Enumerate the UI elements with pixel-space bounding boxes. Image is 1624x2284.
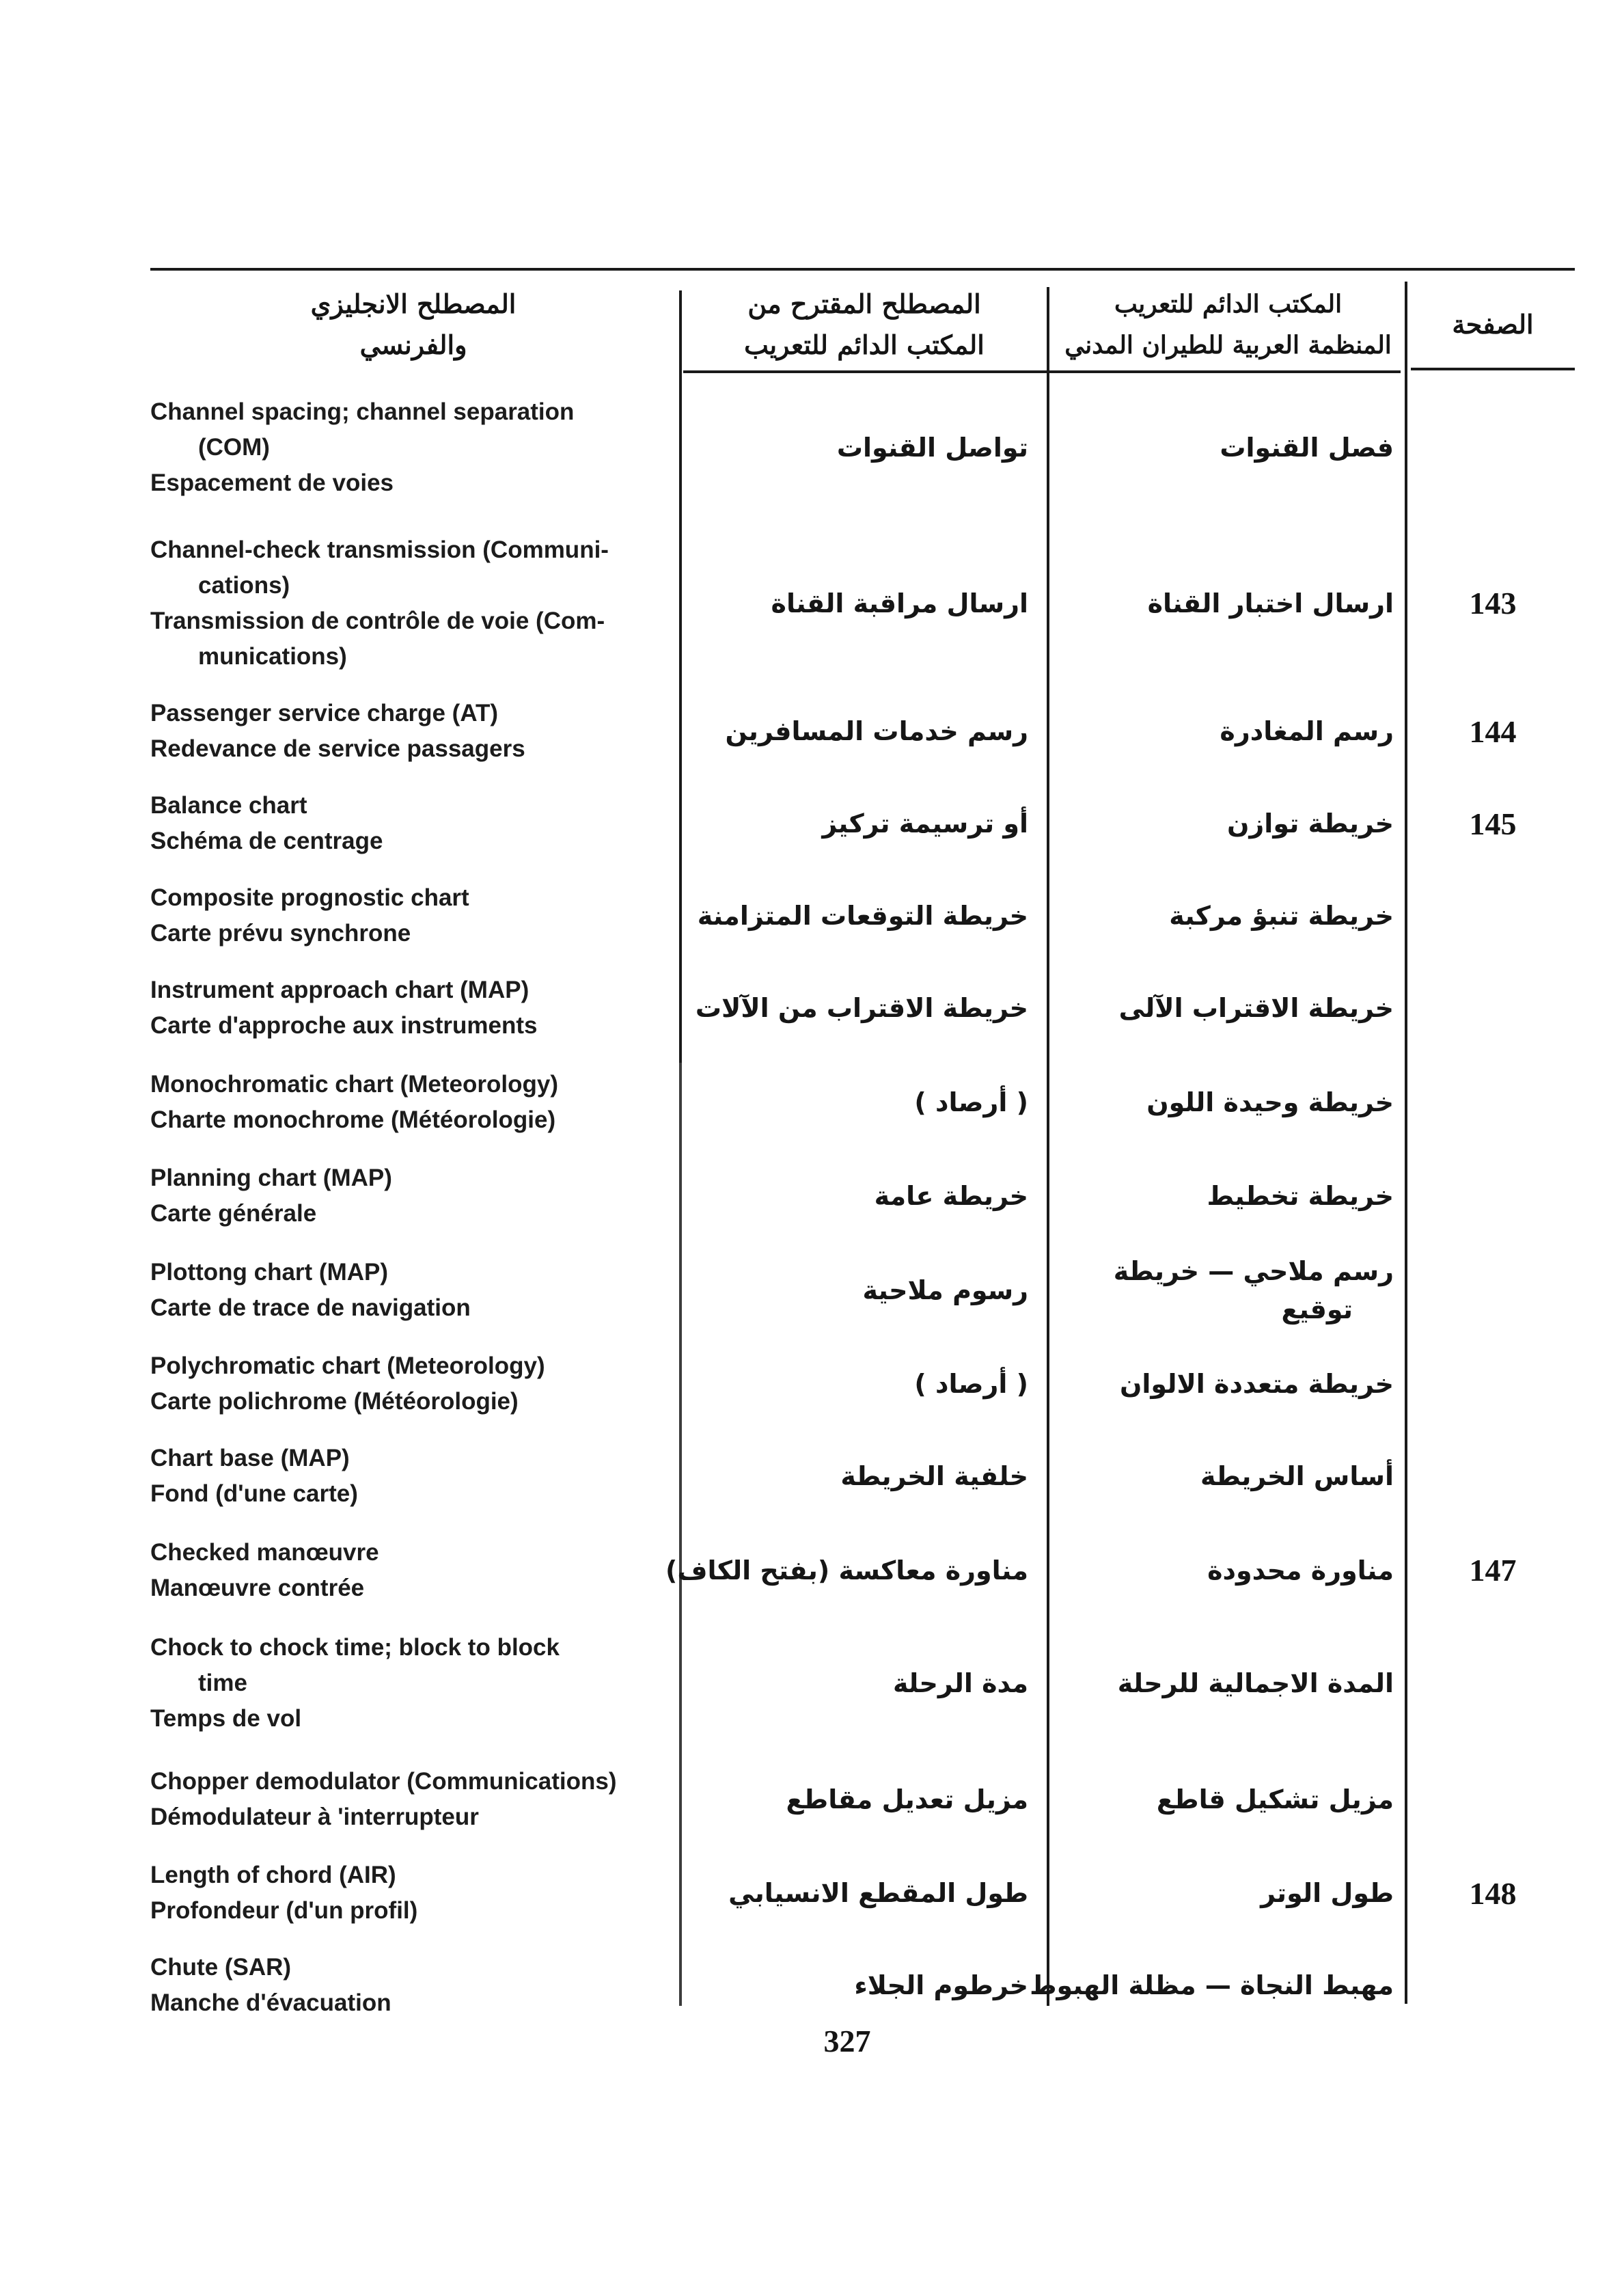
table-row (0, 1944, 1624, 2026)
page-reference (1411, 1343, 1575, 1425)
english-french-term (150, 390, 680, 506)
english-french-term-line: Chart base (MAP) (150, 1445, 350, 1471)
proposed-term (683, 1756, 1035, 1842)
english-french-term-line: Planning chart (MAP) (150, 1165, 392, 1191)
english-french-term-line: Channel spacing; channel separation (150, 398, 575, 425)
english-french-term-line: Channel-check transmission (Communi- (150, 536, 609, 563)
acao-term-line: طول الوتر (1261, 1878, 1394, 1908)
header-proposed-line-1: المصطلح المقترح من (747, 288, 981, 319)
page-reference: 144 (1469, 713, 1517, 749)
english-french-term-line: Redevance de service passagers (150, 735, 525, 762)
header-acao-line-2: المنظمة العربية للطيران المدني (1064, 331, 1392, 359)
acao-term-line: خريطة تخطيط (1207, 1181, 1394, 1211)
proposed-term-line: خريطة الاقتراب من الآلات (695, 993, 1028, 1023)
table-row (0, 1527, 1624, 1613)
page-reference (1411, 1247, 1575, 1333)
header-proposed-line-2: المكتب الدائم للتعريب (744, 329, 985, 360)
acao-term-line: خريطة تنبؤ مركبة (1169, 901, 1394, 931)
acao-term-line: أساس الخريطة (1200, 1461, 1394, 1491)
proposed-term-line: ( أرصاد ) (914, 1087, 1028, 1117)
english-french-term-line: Manœuvre contrée (150, 1574, 365, 1601)
english-french-term (150, 1247, 680, 1333)
english-french-term-line: Composite prognostic chart (150, 884, 469, 911)
acao-term-line: رسم ملاحي — خريطة (1113, 1255, 1394, 1286)
english-french-term-line: Transmission de contrôle de voie (Com- (150, 607, 605, 634)
english-french-term (150, 1852, 680, 1934)
proposed-term (683, 1944, 1035, 2026)
acao-term-line: ارسال اختبار القناة (1147, 588, 1394, 618)
proposed-term (683, 1247, 1035, 1333)
proposed-term-line: رسم خدمات المسافرين (725, 716, 1028, 746)
acao-term-line: فصل القنوات (1220, 433, 1394, 463)
acao-term-line: مزيل تشكيل قاطع (1156, 1784, 1394, 1814)
page-reference: 145 (1469, 806, 1517, 841)
english-french-term-line: Carte de trace de navigation (150, 1294, 471, 1321)
english-french-term-line: Carte prévu synchrone (150, 920, 411, 947)
english-french-term (150, 1059, 680, 1145)
proposed-term-line: خريطة عامة (874, 1181, 1028, 1211)
acao-term-line: خريطة وحيدة اللون (1146, 1087, 1394, 1117)
english-french-term-line: Checked manœuvre (150, 1538, 379, 1566)
acao-term (1056, 1343, 1401, 1425)
english-french-term-line: Manche d'évacuation (150, 1989, 391, 2016)
table-row (0, 390, 1624, 506)
acao-term (1056, 875, 1401, 957)
english-french-term-line: Chopper demodulator (Communications) (150, 1767, 617, 1795)
proposed-term (683, 526, 1035, 680)
english-french-term (150, 1435, 680, 1517)
page-reference (1411, 1623, 1575, 1743)
table-row (0, 1435, 1624, 1517)
acao-term (1030, 1944, 1401, 2026)
header-proposed-term (683, 273, 1045, 376)
page-reference (1411, 1435, 1575, 1517)
english-french-term-line: Fond (d'une carte) (150, 1480, 358, 1507)
table-row (0, 1247, 1624, 1333)
english-french-term (150, 1623, 680, 1743)
acao-term-line: مناورة محدودة (1207, 1555, 1394, 1586)
english-french-term-line: Démodulateur à 'interrupteur (150, 1803, 479, 1830)
proposed-term (683, 967, 1035, 1049)
english-french-term-line: Carte générale (150, 1200, 317, 1227)
header-top-rule (150, 268, 1575, 271)
acao-term (1056, 1527, 1401, 1613)
acao-term-line: خريطة توازن (1226, 808, 1394, 839)
english-french-term-line: Chute (SAR) (150, 1954, 292, 1981)
acao-term-line: توقيع (1281, 1294, 1353, 1324)
proposed-term (683, 875, 1035, 957)
table-row (0, 1623, 1624, 1743)
table-row (0, 1155, 1624, 1237)
header-acao-line-1: المكتب الدائم للتعريب (1114, 290, 1343, 318)
proposed-term-line: مدة الرحلة (892, 1668, 1028, 1698)
english-french-term-line: cations) (198, 571, 290, 599)
table-row (0, 967, 1624, 1049)
english-french-term-line: Temps de vol (150, 1704, 302, 1732)
proposed-term-line: طول المقطع الانسيابي (728, 1878, 1028, 1908)
english-french-term (150, 690, 680, 772)
table-row (0, 1852, 1624, 1934)
acao-term (1056, 1623, 1401, 1743)
proposed-term (683, 783, 1035, 865)
acao-term (1056, 1756, 1401, 1842)
acao-term (1056, 967, 1401, 1049)
english-french-term (150, 1756, 680, 1842)
acao-term (1056, 1155, 1401, 1237)
english-french-term-line: (COM) (198, 434, 270, 461)
proposed-term-line: خريطة التوقعات المتزامنة (697, 901, 1028, 931)
table-row (0, 1756, 1624, 1842)
english-french-term (150, 1155, 680, 1237)
proposed-term-line: خلفية الخريطة (840, 1461, 1028, 1491)
english-french-term-line: Monochromatic chart (Meteorology) (150, 1070, 558, 1098)
acao-term (1056, 390, 1401, 506)
proposed-term (683, 1623, 1035, 1743)
header-english-french-line-2: والفرنسي (359, 329, 467, 360)
page-reference (1411, 1059, 1575, 1145)
english-french-term-line: Chock to chock time; block to block (150, 1633, 560, 1661)
acao-term-line: خريطة الاقتراب الآلى (1118, 993, 1394, 1023)
page-reference (1411, 1756, 1575, 1842)
proposed-term (683, 1059, 1035, 1145)
acao-term (1056, 690, 1401, 772)
page-reference: 143 (1469, 586, 1517, 621)
page-reference: 147 (1469, 1553, 1517, 1588)
english-french-term-line: Schéma de centrage (150, 828, 383, 854)
proposed-term-line: أو ترسيمة تركيز (822, 808, 1028, 839)
english-french-term-line: Espacement de voies (150, 470, 394, 496)
acao-term (1056, 1852, 1401, 1934)
english-french-term-line: Carte d'approche aux instruments (150, 1012, 538, 1039)
english-french-term-line: Balance chart (150, 792, 307, 819)
page-reference: 148 (1469, 1875, 1517, 1911)
table-row (0, 1059, 1624, 1145)
acao-term-line: خريطة متعددة الالوان (1119, 1369, 1394, 1399)
header-acao-term (1052, 273, 1404, 376)
english-french-term (150, 526, 680, 680)
acao-term (1056, 1059, 1401, 1145)
page-reference (1411, 1944, 1575, 2026)
english-french-term-line: Length of chord (AIR) (150, 1862, 396, 1888)
table-row (0, 875, 1624, 957)
table-row (0, 1343, 1624, 1425)
english-french-term (150, 875, 680, 957)
proposed-term (683, 1343, 1035, 1425)
proposed-term-line: ( أرصاد ) (914, 1369, 1028, 1399)
proposed-term (683, 690, 1035, 772)
proposed-term (683, 1852, 1035, 1934)
english-french-term (150, 1944, 680, 2026)
proposed-term-line: خرطوم الجلاء (854, 1970, 1028, 2000)
acao-term (1056, 526, 1401, 680)
proposed-term (683, 1435, 1035, 1517)
proposed-term-line: رسوم ملاحية (862, 1275, 1028, 1305)
english-french-term (150, 1343, 680, 1425)
english-french-term (150, 783, 680, 865)
english-french-term-line: Instrument approach chart (MAP) (150, 977, 529, 1003)
acao-term-line: مهبط النجاة — مظلة الهبوط (1030, 1970, 1394, 2000)
proposed-term-line: مزيل تعديل مقاطع (786, 1784, 1028, 1814)
table-row (0, 526, 1624, 680)
header-page (1411, 273, 1575, 376)
acao-term (1056, 1435, 1401, 1517)
proposed-term (683, 1155, 1035, 1237)
proposed-term-line: مناورة معاكسة (بفتح الكاف) (665, 1555, 1028, 1586)
proposed-term (683, 390, 1035, 506)
english-french-term-line: Profondeur (d'un profil) (150, 1897, 418, 1924)
page-number: 327 (823, 2024, 871, 2058)
table-row (0, 690, 1624, 772)
acao-term-line: المدة الاجمالية للرحلة (1117, 1668, 1394, 1698)
english-french-term-line: munications) (198, 642, 347, 670)
table-row (0, 783, 1624, 865)
page-reference (1411, 967, 1575, 1049)
english-french-term-line: Carte polichrome (Météorologie) (150, 1388, 519, 1415)
english-french-term-line: Polychromatic chart (Meteorology) (150, 1352, 545, 1379)
acao-term-line: رسم المغادرة (1220, 716, 1394, 746)
english-french-term-line: time (198, 1669, 247, 1696)
page-reference (1411, 390, 1575, 506)
english-french-term (150, 1527, 680, 1613)
english-french-term-line: Plottong chart (MAP) (150, 1258, 389, 1286)
english-french-term-line: Charte monochrome (Météorologie) (150, 1106, 556, 1133)
english-french-term (150, 967, 680, 1049)
proposed-term-line: تواصل القنوات (836, 433, 1028, 463)
header-english-french (147, 273, 680, 376)
proposed-term-line: ارسال مراقبة القناة (771, 588, 1028, 618)
acao-term (1056, 783, 1401, 865)
page-reference (1411, 875, 1575, 957)
page-reference (1411, 1155, 1575, 1237)
header-english-french-line-1: المصطلح الانجليزي (310, 288, 517, 319)
english-french-term-line: Passenger service charge (AT) (150, 700, 499, 726)
acao-term (1056, 1247, 1401, 1333)
header-page-label: الصفحة (1452, 309, 1534, 340)
proposed-term (665, 1527, 1035, 1613)
